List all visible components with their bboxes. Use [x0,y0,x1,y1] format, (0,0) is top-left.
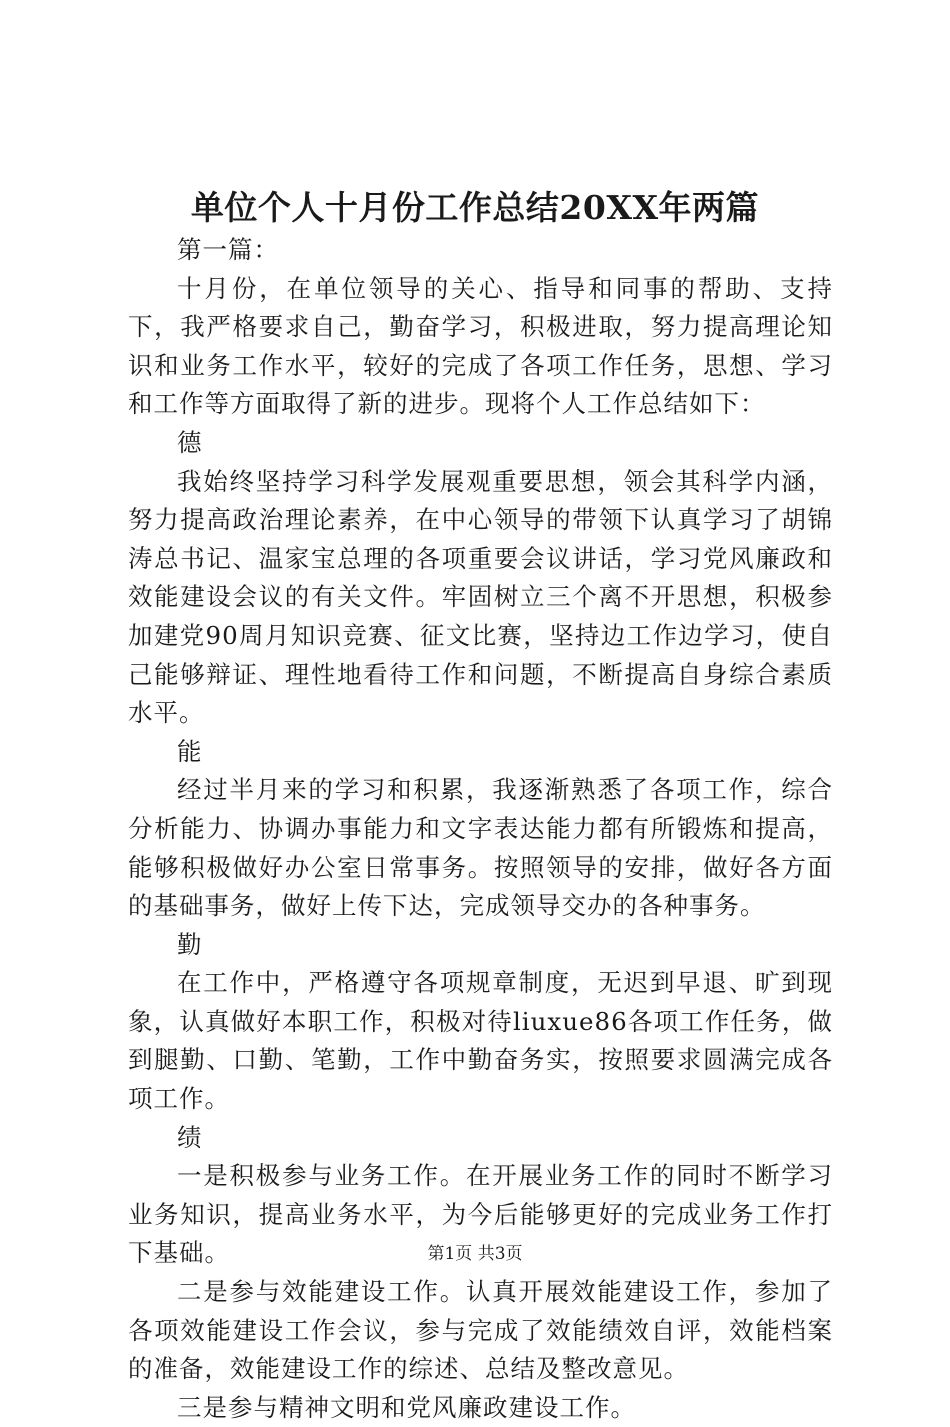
document-title: 单位个人十月份工作总结20XX年两篇 [190,188,760,227]
paragraph-qin: 在工作中，严格遵守各项规章制度，无迟到早退、旷到现象，认真做好本职工作，积极对待liuxue86各项工作任务，做到腿勤、口勤、笔勤，工作中勤奋务实，按照要求圆满完成各项工作。 [128,968,833,1114]
heading-de: 德 [177,427,203,457]
paragraph-neng: 经过半月来的学习和积累，我逐渐熟悉了各项工作，综合分析能力、协调办事能力和文字表达能力都有所锻炼和提高，能够积极做好办公室日常事务。按照领导的安排，做好各方面的基础事务，做好上传下达，完成领导交办的各种事务。 [128,775,833,921]
paragraph-intro: 十月份，在单位领导的关心、指导和同事的帮助、支持下，我严格要求自己，勤奋学习，积极进取，努力提高理论知识和业务工作水平，较好的完成了各项工作任务，思想、学习和工作等方面取得了新的进步。现将个人工作总结如下： [128,273,833,419]
page-footer: 第1页 共3页 [427,1244,523,1264]
paragraph-de: 我始终坚持学习科学发展观重要思想，领会其科学内涵，努力提高政治理论素养，在中心领导的带领下认真学习了胡锦涛总书记、温家宝总理的各项重要会议讲话，学习党风廉政和效能建设会议的有关文件。牢固树立三个离不开思想，积极参加建党90周月知识竞赛、征文比赛，坚持边工作边学习，使自己能够辩证、理性地看待工作和问题，不断提高自身综合素质水平。 [128,466,833,728]
paragraph-section-heading: 第一篇： [177,235,279,264]
paragraph-ji-1: 一是积极参与业务工作。在开展业务工作的同时不断学习业务知识，提高业务水平，为今后能够更好的完成业务工作打下基础。 [128,1161,833,1268]
paragraph-ji-3: 三是参与精神文明和党风廉政建设工作。 [177,1392,636,1422]
heading-qin: 勤 [177,929,203,959]
heading-ji: 绩 [177,1122,203,1152]
heading-neng: 能 [177,736,203,766]
paragraph-ji-2: 二是参与效能建设工作。认真开展效能建设工作，参加了各项效能建设工作会议，参与完成了效能绩效自评，效能档案的准备，效能建设工作的综述、总结及整改意见。 [128,1277,833,1384]
